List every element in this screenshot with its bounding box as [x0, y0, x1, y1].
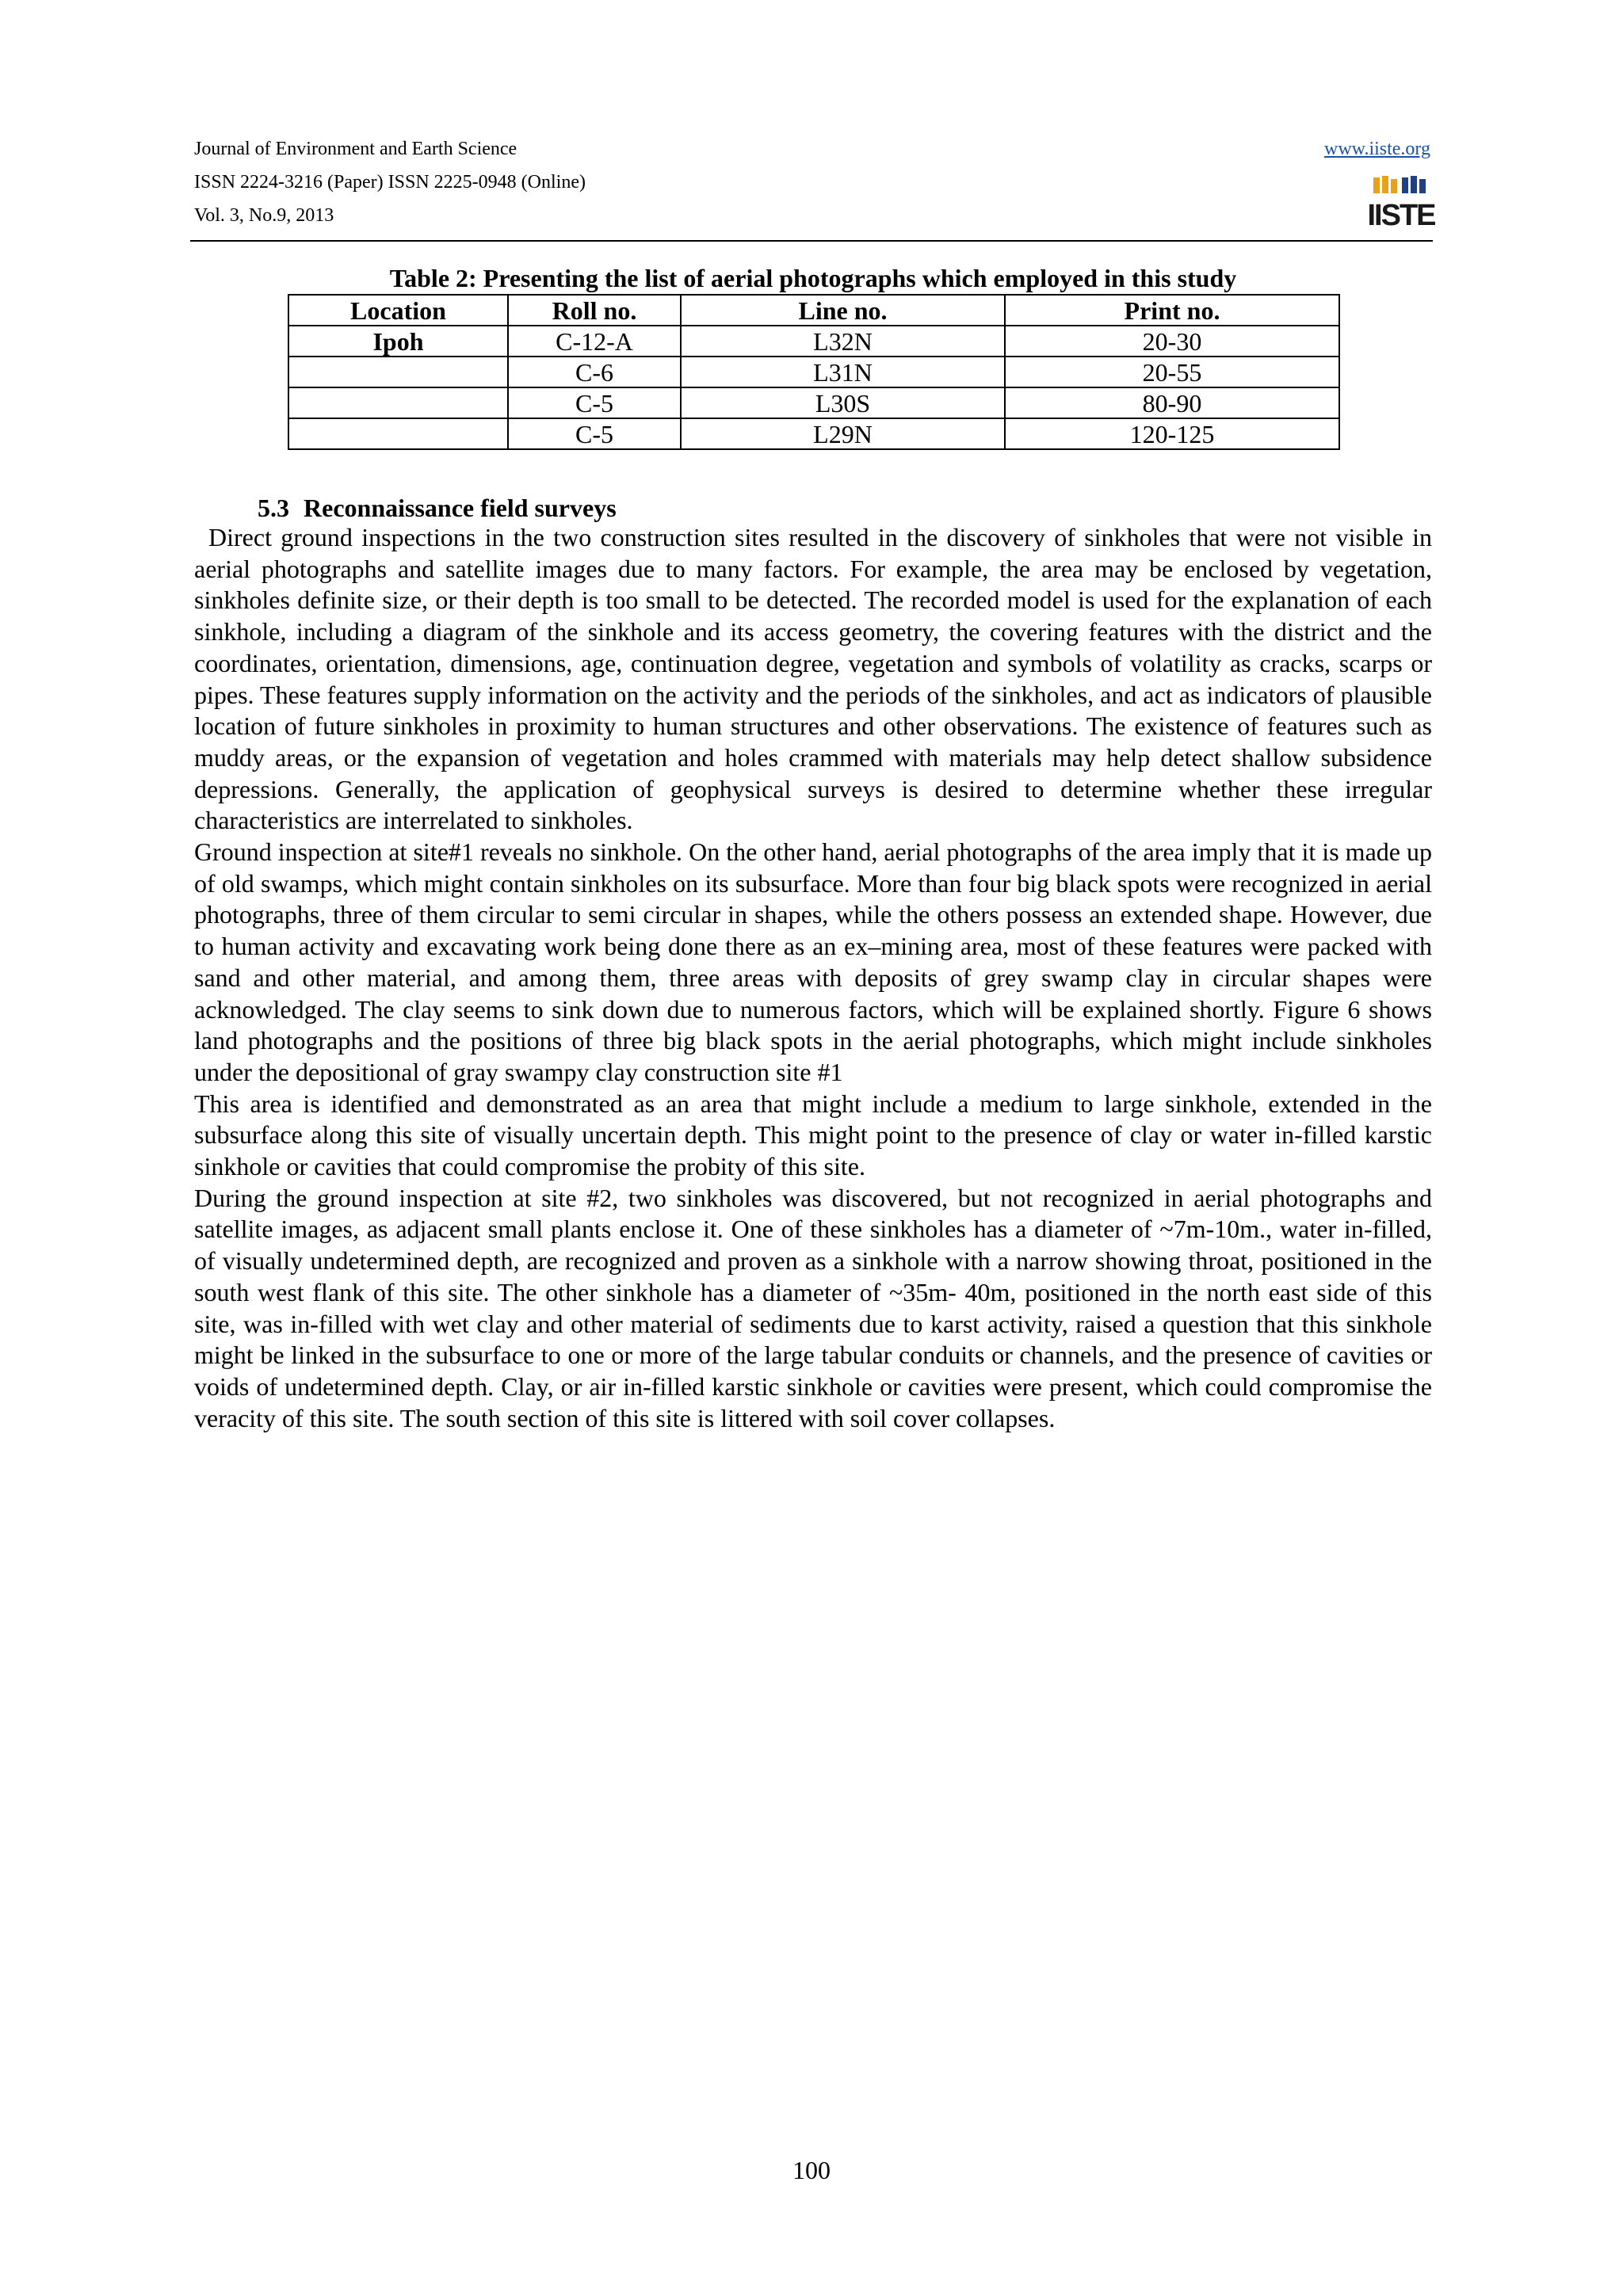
iiste-logo-graphic: [1367, 174, 1435, 232]
table-row: [288, 387, 1339, 418]
paragraph: Ground inspection at site#1 reveals no sinkhole. On the other hand, aerial photographs of the area imply that it is made up of old swamps, which might contain sinkholes on its subsurface. More than four big black spots were recognized in aerial photographs, three of them circular to semi circular in shapes, while the others possess an extended shape. However, due to human activity and excavating work being done there as an ex–mining area, most of these features were packed with sand and other material, and among them, three areas with deposits of grey swamp clay in circular shapes were acknowledged. The clay seems to sink down due to numerous factors, which will be explained shortly. Figure 6 shows land photographs and the positions of three big black spots in the aerial photographs, which might include sinkholes under the depositional of gray swampy clay construction site #1: [194, 837, 1432, 1086]
journal-url-link[interactable]: www.iiste.org: [1324, 139, 1430, 159]
iiste-logo: [1367, 174, 1435, 232]
table-row: [288, 357, 1339, 387]
column-header-print-no: Print no.: [1005, 295, 1339, 326]
cell-roll-no: C-5: [508, 387, 681, 418]
cell-print-no: 20-55: [1005, 357, 1339, 387]
cell-roll-no: C-6: [508, 357, 681, 387]
table-row: [288, 418, 1339, 449]
header-divider: [190, 240, 1433, 242]
cell-roll-no: C-12-A: [508, 326, 681, 357]
cell-print-no: 80-90: [1005, 387, 1339, 418]
cell-line-no: L31N: [681, 357, 1005, 387]
cell-line-no: L30S: [681, 387, 1005, 418]
cell-print-no: 120-125: [1005, 418, 1339, 449]
section-title: Reconnaissance field surveys: [304, 494, 617, 522]
cell-location: [288, 357, 508, 387]
column-header-line-no: Line no.: [681, 295, 1005, 326]
column-header-roll-no: Roll no.: [508, 295, 681, 326]
cell-location: Ipoh: [288, 326, 508, 357]
table-header-row: [288, 295, 1339, 326]
cell-line-no: L29N: [681, 418, 1005, 449]
column-header-location: Location: [288, 295, 508, 326]
cell-line-no: L32N: [681, 326, 1005, 357]
table-row: [288, 326, 1339, 357]
cell-location: [288, 387, 508, 418]
volume-line: Vol. 3, No.9, 2013: [194, 205, 334, 226]
issn-line: ISSN 2224-3216 (Paper) ISSN 2225-0948 (Online): [194, 172, 586, 193]
page-header: [194, 135, 1435, 240]
paragraph: During the ground inspection at site #2, two sinkholes was discovered, but not recognized in aerial photographs and satellite images, as adjacent small plants enclose it. One of these sinkholes has a diameter of ~7m-10m., water in-filled, of visually undetermined depth, are recognized and proven as a sinkhole with a narrow showing throat, positioned in the south west flank of this site. The other sinkhole has a diameter of ~35m- 40m, positioned in the north east side of this site, was in-filled with wet clay and other material of sediments due to karst activity, raised a question that this sinkhole might be linked in the subsurface to one or more of the large tabular conduits or channels, and the presence of cavities or voids of undetermined depth. Clay, or air in-filled karstic sinkhole or cavities were present, which could compromise the veracity of this site. The south section of this site is littered with soil cover collapses.: [194, 1183, 1432, 1432]
svg-text:IISTE: IISTE: [1367, 199, 1435, 232]
body-text: [194, 522, 1432, 1434]
cell-location: [288, 418, 508, 449]
section-heading: [258, 493, 617, 523]
page-number: 100: [792, 2156, 831, 2184]
paragraph: Direct ground inspections in the two construction sites resulted in the discovery of sinkholes that were not visible in aerial photographs and satellite images due to many factors. For example, the area may be enclosed by vegetation, sinkholes definite size, or their depth is too small to be detected. The recorded model is used for the explanation of each sinkhole, including a diagram of the sinkhole and its access geometry, the covering features with the district and the coordinates, orientation, dimensions, age, continuation degree, vegetation and symbols of volatility as cracks, scarps or pipes. These features supply information on the activity and the periods of the sinkholes, and act as indicators of plausible location of future sinkholes in proximity to human structures and other observations. The existence of features such as muddy areas, or the expansion of vegetation and holes crammed with materials may help detect shallow subsidence depressions. Generally, the application of geophysical surveys is desired to determine whether these irregular characteristics are interrelated to sinkholes.: [194, 523, 1432, 835]
paragraph: This area is identified and demonstrated as an area that might include a medium to large sinkhole, extended in the subsurface along this site of visually uncertain depth. This might point to the presence of clay or water in-filled karstic sinkhole or cavities that could compromise the probity of this site.: [194, 1089, 1432, 1181]
cell-roll-no: C-5: [508, 418, 681, 449]
journal-name: Journal of Environment and Earth Science: [194, 139, 517, 159]
table-caption: Table 2: Presenting the list of aerial photographs which employed in this study: [389, 264, 1237, 292]
aerial-photographs-table: [288, 294, 1340, 450]
section-number: 5.3: [258, 494, 289, 522]
cell-print-no: 20-30: [1005, 326, 1339, 357]
